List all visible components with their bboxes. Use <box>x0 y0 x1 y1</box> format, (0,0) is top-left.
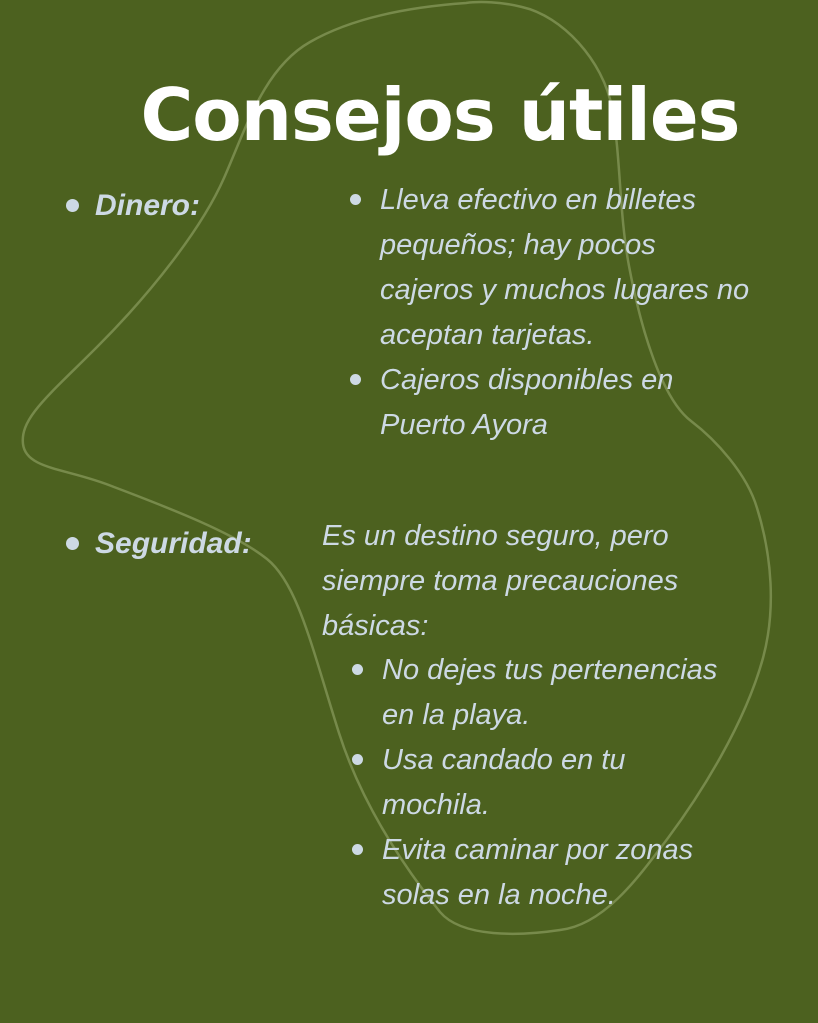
section-label-text: Dinero: <box>95 189 200 222</box>
bullet-dot <box>352 664 363 675</box>
list-item <box>350 178 750 358</box>
list-item-text: Cajeros disponibles en Puerto Ayora <box>380 364 674 441</box>
section-label-text: Seguridad: <box>95 527 252 560</box>
bullet-dot <box>350 374 361 385</box>
section-label-seguridad <box>66 524 252 564</box>
bullet-dot <box>352 844 363 855</box>
bullet-dot <box>352 754 363 765</box>
list-item-text: No dejes tus pertenencias en la playa. <box>382 654 718 731</box>
seguridad-bullet-list <box>352 648 730 918</box>
list-item-text: Usa candado en tu mochila. <box>382 744 626 821</box>
list-item <box>352 828 730 918</box>
bullet-dot <box>66 537 79 550</box>
bullet-dot <box>66 199 79 212</box>
list-item-text: Evita caminar por zonas solas en la noche. <box>382 834 694 911</box>
list-item <box>352 648 730 738</box>
seguridad-intro-text: Es un destino seguro, pero siempre toma precauciones básicas: <box>322 520 679 642</box>
list-item <box>352 738 730 828</box>
list-item <box>350 358 750 448</box>
page-title: Consejos útiles <box>140 73 740 158</box>
dinero-bullet-list <box>350 178 750 448</box>
bullet-dot <box>350 194 361 205</box>
section-label-dinero <box>66 186 200 226</box>
list-item-text: Lleva efectivo en billetes pequeños; hay pocos cajeros y muchos lugares no aceptan tarjetas. <box>380 184 750 351</box>
